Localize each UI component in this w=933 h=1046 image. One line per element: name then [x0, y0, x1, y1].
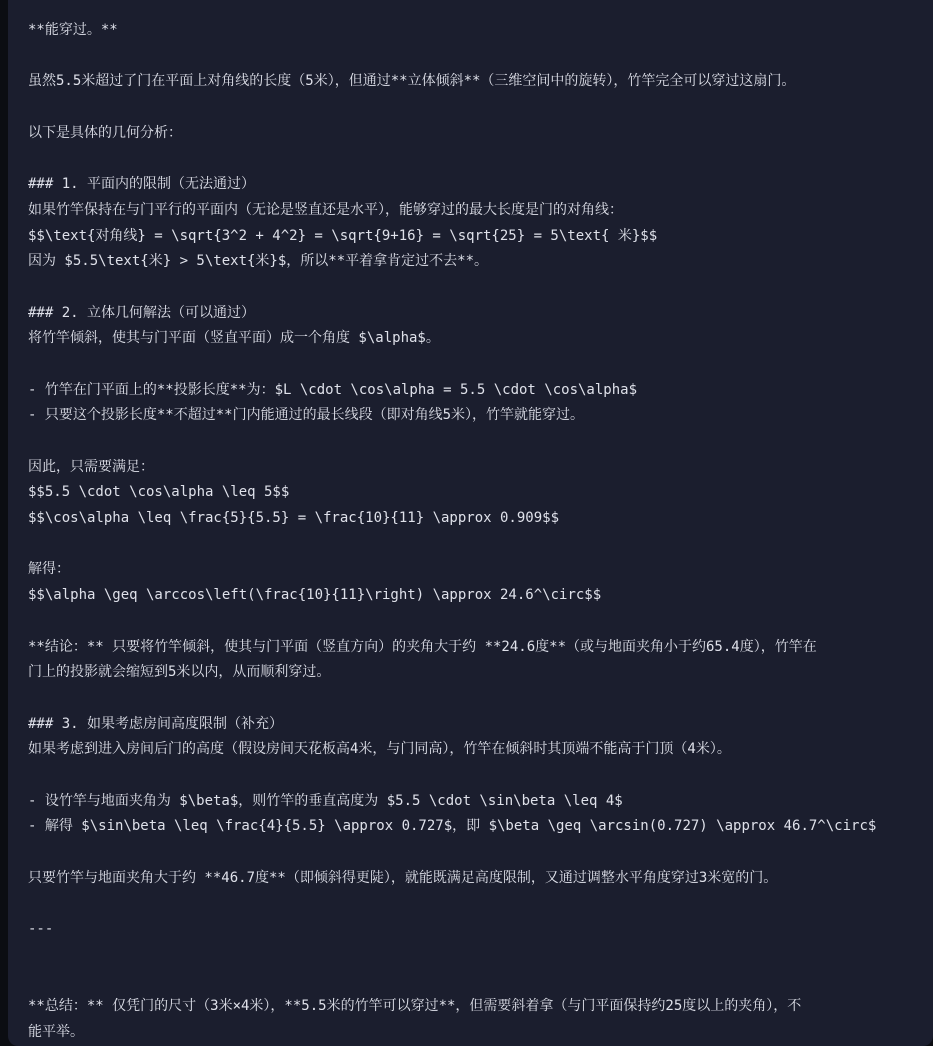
text-line: 如果竹竿保持在与门平行的平面内（无论是竖直还是水平），能够穿过的最大长度是门的对角线： — [28, 201, 623, 218]
text-line — [28, 275, 913, 301]
text-line: --- — [28, 921, 54, 938]
message-panel — [8, 0, 933, 1046]
text-line: $$\alpha \geq \arccos\left(\frac{10}{11}\right) \approx 24.6^\circ$$ — [28, 587, 602, 604]
text-line — [28, 686, 913, 712]
text-line: ### 1. 平面内的限制（无法通过） — [28, 176, 256, 193]
text-line: - 设竹竿与地面夹角为 $\beta$，则竹竿的垂直高度为 $5.5 \cdot \sin\beta \leq 4$ — [28, 792, 623, 809]
text-line: 门上的投影就会缩短到5米以内，从而顺利穿过。 — [28, 664, 331, 681]
text-line: ### 2. 立体几何解法（可以通过） — [28, 304, 256, 321]
text-line: - 竹竿在门平面上的**投影长度**为：$L \cdot \cos\alpha = 5.5 \cdot \cos\alpha$ — [28, 381, 638, 398]
text-line — [28, 95, 913, 121]
text-line: 因为 $5.5\text{米} > 5\text{米}$，所以**平着拿肯定过不去**。 — [28, 253, 489, 270]
text-line: 因此，只需要满足： — [28, 458, 154, 475]
text-line — [28, 532, 913, 558]
text-line: **总结：** 仅凭门的尺寸（3米×4米），**5.5米的竹竿可以穿过**，但需要斜着拿（与门平面保持约25度以上的夹角），不 — [28, 998, 802, 1015]
text-line: 如果考虑到进入房间后门的高度（假设房间天花板高4米，与门同高），竹竿在倾斜时其顶端不能高于门顶（4米）。 — [28, 741, 731, 758]
text-line: $$5.5 \cdot \cos\alpha \leq 5$$ — [28, 484, 290, 501]
text-line: 以下是具体的几何分析： — [28, 124, 182, 141]
text-line — [28, 429, 913, 455]
text-line — [28, 763, 913, 789]
text-line — [28, 44, 913, 70]
text-line — [28, 609, 913, 635]
text-line — [28, 943, 913, 969]
text-line — [28, 352, 913, 378]
message-text — [28, 18, 913, 1046]
text-line — [28, 968, 913, 994]
text-line: $$\text{对角线} = \sqrt{3^2 + 4^2} = \sqrt{9+16} = \sqrt{25} = 5\text{ 米}$$ — [28, 227, 658, 244]
text-line: **结论：** 只要将竹竿倾斜，使其与门平面（竖直方向）的夹角大于约 **24.6度**（或与地面夹角小于约65.4度），竹竿在 — [28, 638, 817, 655]
text-line — [28, 840, 913, 866]
text-line: 将竹竿倾斜，使其与门平面（竖直平面）成一个角度 $\alpha$。 — [28, 330, 440, 347]
text-line: 只要竹竿与地面夹角大于约 **46.7度**（即倾斜得更陡），就能既满足高度限制，又通过调整水平角度穿过3米宽的门。 — [28, 869, 778, 886]
text-line: 虽然5.5米超过了门在平面上对角线的长度（5米），但通过**立体倾斜**（三维空间中的旋转），竹竿完全可以穿过这扇门。 — [28, 73, 796, 90]
text-line: ### 3. 如果考虑房间高度限制（补充） — [28, 715, 284, 732]
text-line — [28, 146, 913, 172]
text-line: $$\cos\alpha \leq \frac{5}{5.5} = \frac{10}{11} \approx 0.909$$ — [28, 510, 560, 527]
text-line: 解得： — [28, 561, 70, 578]
text-line: - 只要这个投影长度**不超过**门内能通过的最长线段（即对角线5米），竹竿就能穿过。 — [28, 407, 584, 424]
text-line: 能平举。 — [28, 1023, 84, 1040]
text-line — [28, 891, 913, 917]
text-line: **能穿过。** — [28, 22, 118, 38]
text-line: - 解得 $\sin\beta \leq \frac{4}{5.5} \approx 0.727$，即 $\beta \geq \arcsin(0.727) \approx 46.7^\circ$ — [28, 818, 877, 835]
